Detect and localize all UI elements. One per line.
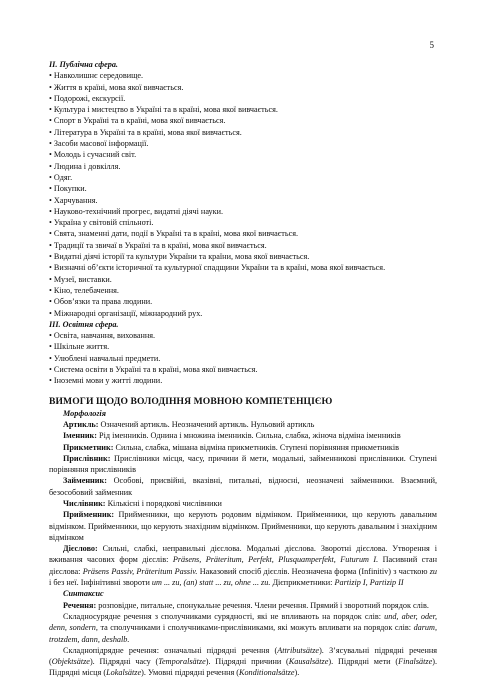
- list-item: • Одяг.: [49, 172, 73, 182]
- list-item: • Система освіти в Україні та в країні, мова якої вивчається.: [49, 365, 258, 375]
- adverb-paragraph: [49, 453, 437, 476]
- numeral-paragraph: [49, 498, 437, 509]
- article-paragraph: [49, 419, 437, 430]
- list-item: • Харчування.: [49, 195, 98, 205]
- list-item: • Науково-технічний прогрес, видатні діячі науки.: [49, 206, 224, 216]
- list-item: • Спорт в Україні та в країні, мова якої вивчається.: [49, 116, 226, 126]
- noun-text: Рід іменників. Однина і множина іменників. Сильна, слабка, жіноча відміна іменників: [97, 431, 401, 441]
- complex-term-2: Objektsätze: [51, 657, 90, 667]
- noun-paragraph: [49, 430, 437, 441]
- morphology-heading: Морфологія: [63, 408, 106, 418]
- list-item: • Міжнародні організації, міжнародний рух.: [49, 308, 203, 318]
- list-item: • Культура і мистецтво в Україні та в країні, мова якої вивчається.: [49, 105, 278, 115]
- complex-text-8: ).: [294, 668, 300, 678]
- list-item: • Кіно, телебачення.: [49, 285, 119, 295]
- verb-text-2: Пасивний стан дієслова:: [49, 555, 437, 576]
- compound-conjunctions-1: und, aber, oder, denn, sondern: [49, 611, 437, 633]
- list-item: • Іноземні мови у житті людини.: [49, 376, 163, 386]
- list-item: • Традиції та звичаї в Україні та в країні, мова якої вивчається.: [49, 240, 267, 250]
- list-item: • Подорожі, екскурсії.: [49, 93, 126, 103]
- sentence-term: Речення:: [63, 600, 97, 610]
- numeral-text: Кількісні і порядкові числівники: [105, 498, 222, 508]
- list-item: • Обов’язки та права людини.: [49, 297, 153, 307]
- verb-text-4: і без неї. Інфінітивні звороти: [49, 578, 152, 588]
- list-item: • Улюблені навчальні предмети.: [49, 353, 161, 363]
- complex-term-1: Attributsätze: [277, 645, 320, 655]
- list-item: • Людина і довкілля.: [49, 161, 121, 171]
- list-item: • Молодь і сучасний світ.: [49, 150, 137, 160]
- list-item: • Видатні діячі історії та культури України та країни, мова якої вивчається.: [49, 252, 310, 262]
- pronoun-text: Особові, присвійні, вказівні, питальні, відносні, неозначені займенники. Взаємний, безособовий займенник: [49, 476, 437, 497]
- sentence-paragraph: [49, 600, 437, 611]
- list-item: • Освіта, навчання, виховання.: [49, 331, 156, 341]
- list-item: • Шкільне життя.: [49, 342, 110, 352]
- complex-text-3: ). Підрядні часу (: [89, 657, 159, 667]
- complex-term-7: Konditionalsätze: [239, 668, 295, 678]
- adjective-term: Прикметник:: [63, 442, 114, 452]
- article-text: Означений артикль. Неозначений артикль. Нульовий артикль: [98, 419, 315, 429]
- complex-paragraph: [49, 645, 437, 679]
- compound-text-1: Складносурядне речення з сполучниками сурядності, які не впливають на порядок слів:: [63, 611, 385, 621]
- complex-term-6: Lokalsätze: [106, 668, 142, 678]
- public-section-heading: ІІ. Публічна сфера.: [49, 60, 118, 69]
- complex-text-7: ). Умовні підрядні речення (: [141, 668, 239, 678]
- verb-participles: Partizip I, Partizip II: [334, 578, 404, 588]
- complex-text-5: ). Підрядні мети (: [328, 657, 399, 667]
- compound-text-2: , та сполучниками і сполучниками-прислівниками, які можуть впливати на порядок слів:: [95, 623, 414, 633]
- numeral-term: Числівник:: [63, 498, 106, 508]
- complex-text-6: ). Підрядні місця (: [49, 657, 437, 678]
- complex-text-2: ). З’ясувальні підрядні речення (: [49, 645, 437, 667]
- requirements-heading: ВИМОГИ ЩОДО ВОЛОДІННЯ МОВНОЮ КОМПЕТЕНЦІЄЮ: [49, 395, 333, 407]
- list-item: • Покупки.: [49, 184, 87, 194]
- article-term: Артикль:: [63, 419, 99, 429]
- verb-text-5: Дієприкметники:: [270, 578, 335, 588]
- verb-text-1: Сильні, слабкі, неправильні дієслова. Модальні дієслова. Зворотні дієслова. Утворення і вживання часових форм дієслів:: [49, 544, 437, 565]
- education-section-heading: ІІІ. Освітня сфера.: [49, 319, 119, 329]
- adjective-paragraph: [49, 442, 437, 453]
- complex-text-4: ). Підрядні причини (: [205, 657, 289, 667]
- page-number: 5: [429, 40, 434, 50]
- complex-text-1: Складнопідрядне речення: означальні підрядні речення (: [63, 645, 278, 655]
- compound-conjunctions-2: darum, trotzdem, dann, deshalb.: [49, 623, 437, 644]
- syntax-heading: Синтаксис: [63, 589, 104, 599]
- adjective-text: Сильна, слабка, мішана відміна прикметників. Ступені порівняння прикметників: [113, 442, 400, 452]
- sentence-text: розповідне, питальне, спонукальне речення. Члени речення. Прямий і зворотний порядок слів.: [96, 600, 429, 610]
- list-item: • Музеї, виставки.: [49, 274, 112, 284]
- pronoun-term: Займенник:: [63, 476, 107, 486]
- complex-term-4: Kausalsätze: [288, 657, 329, 667]
- complex-term-3: Temporalsätze: [158, 657, 206, 667]
- document-body: [49, 59, 437, 679]
- list-item: • Свята, знаменні дати, події в Україні та в країні, мова якої вивчається.: [49, 229, 299, 239]
- list-item: • Навколишнє середовище.: [49, 71, 144, 81]
- list-item: • Україна у світовій спільноті.: [49, 218, 154, 228]
- verb-paragraph: [49, 543, 437, 588]
- verb-term: Дієслово:: [63, 544, 98, 554]
- adverb-text: Прислівники місця, часу, причини й мети, модальні, займенникові прислівники. Ступені порівняння прислівників: [49, 453, 437, 475]
- list-item: • Визначні об’єкти історичної та культурної спадщини України та в країні, мова якої вивчається.: [49, 263, 386, 273]
- noun-term: Іменник:: [63, 431, 97, 441]
- adverb-term: Прислівник:: [63, 453, 111, 463]
- preposition-text: Прийменники, що керують родовим відмінком. Прийменники, що керують давальним відмінком. Прийменники, що керують знахідним відмінком. Прийменники, що керують давальним і знахідним відмінком: [49, 510, 437, 542]
- pronoun-paragraph: [49, 475, 437, 498]
- list-item: • Засоби масової інформації.: [49, 139, 149, 149]
- verb-infinitive-turns: um ... zu, (an) statt ... zu, ohne ... zu.: [151, 578, 271, 588]
- education-section-list: [49, 330, 437, 386]
- list-item: • Література в Україні та в країні, мова якої вивчається.: [49, 127, 242, 137]
- verb-passive: Präsens Passiv, Präteritum Passiv.: [82, 566, 198, 576]
- list-item: • Життя в країні, мова якої вивчається.: [49, 82, 184, 92]
- verb-text-3: Наказовий спосіб дієслів. Неозначена форма (Infinitiv) з часткою: [197, 566, 430, 576]
- preposition-paragraph: [49, 509, 437, 543]
- complex-term-5: Finalsätze: [398, 657, 433, 667]
- verb-tenses: Präsens, Präteritum, Perfekt, Plusquamperfekt, Futurum I.: [172, 555, 379, 565]
- compound-paragraph: [49, 611, 437, 645]
- public-section-list: [49, 70, 437, 319]
- preposition-term: Прийменник:: [63, 510, 115, 520]
- verb-zu: zu: [429, 566, 437, 576]
